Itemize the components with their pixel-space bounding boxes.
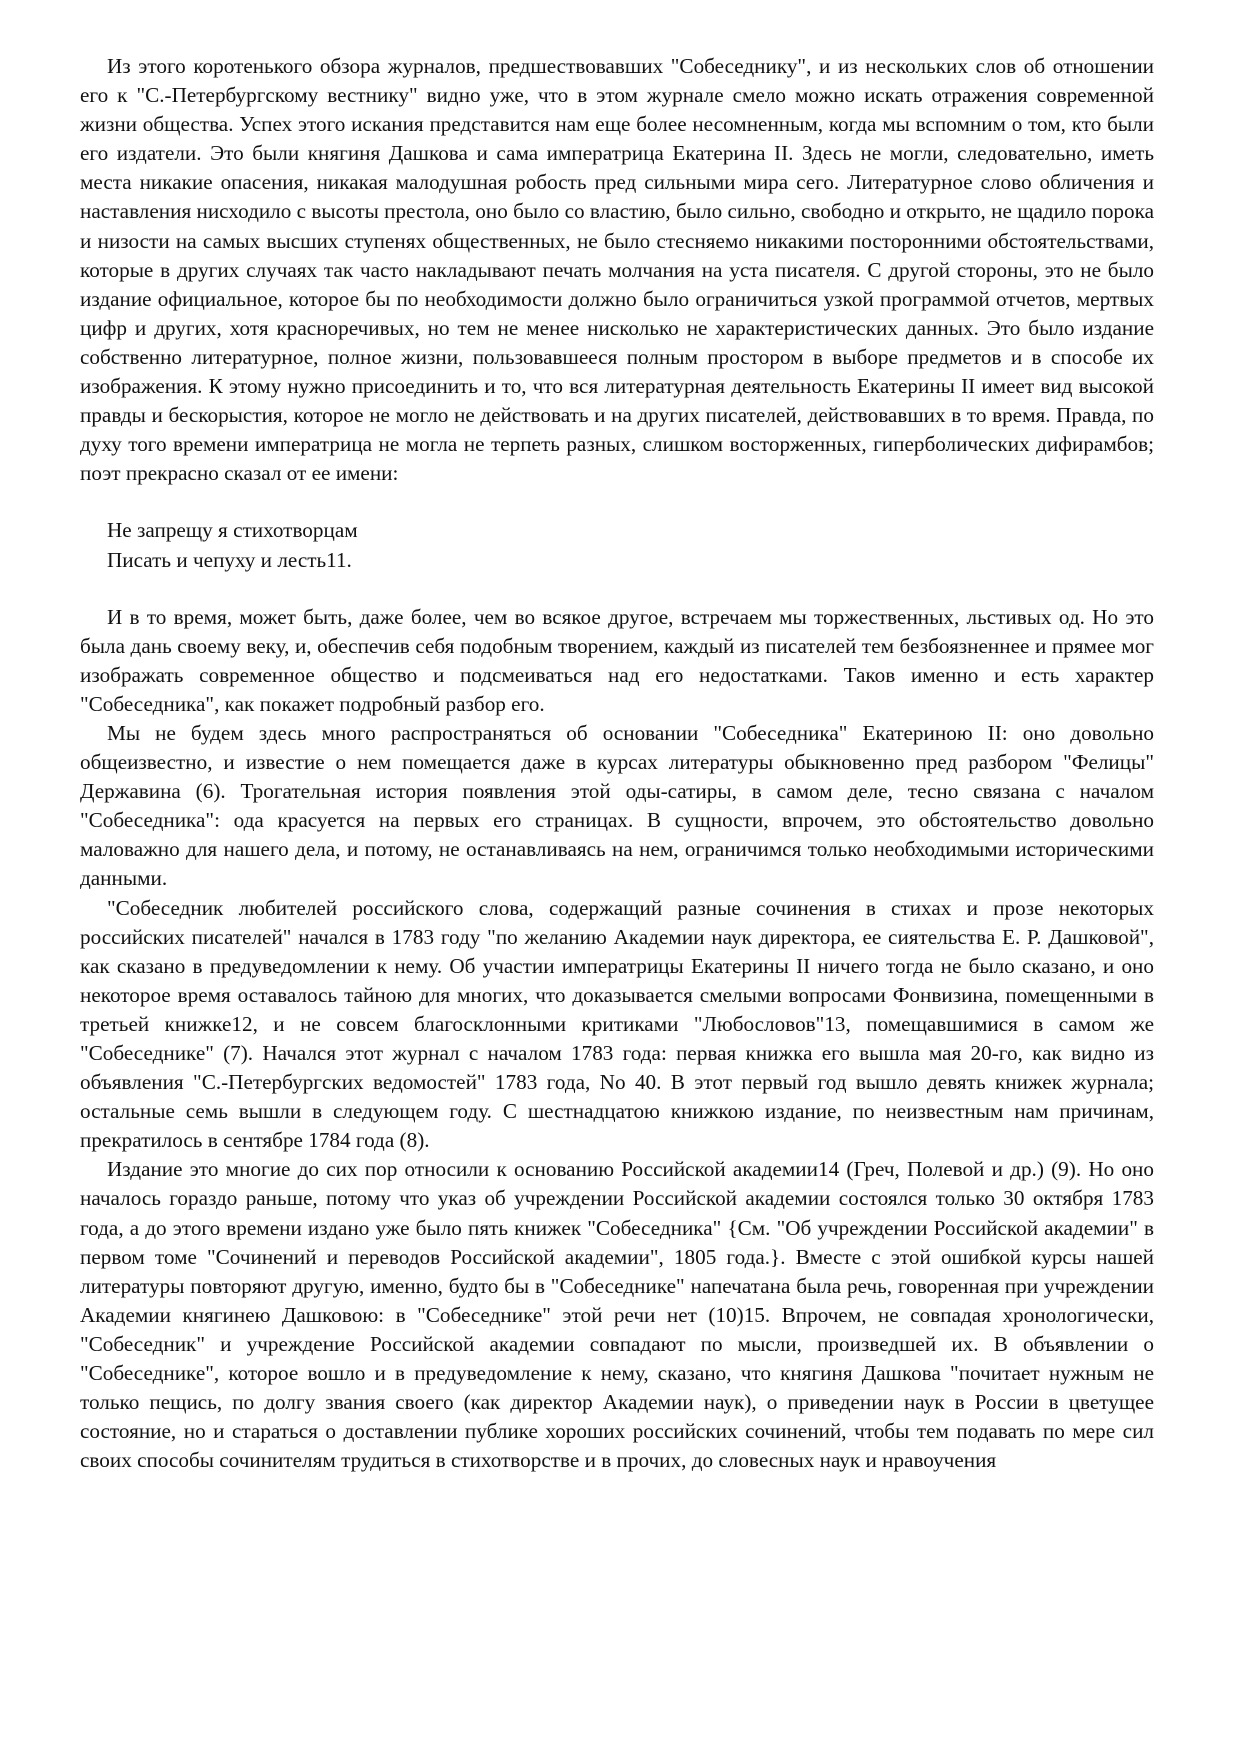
paragraph-publication-history: "Собеседник любителей российского слова, содержащий разные сочинения в стихах и прозе некоторых российских писателей" начался в 1783 году "по желанию Академии наук директора, ее сиятельства Е. Р. Дашковой", как сказано в предуведомлении к нему. Об участии императрицы Екатерины II ничего тогда не было сказано, и оно некоторое время оставалось тайною для многих, что доказывается смелыми вопросами Фонвизина, помещенными в третьей книжке12, и не совсем благосклонными критиками "Любословов"13, помещавшимися в самом же "Собеседнике" (7). Начался этот журнал с началом 1783 года: первая книжка его вышла мая 20-го, как видно из объявления "С.-Петербургских ведомостей" 1783 года, No 40. В этот первый год вышло девять книжек журнала; остальные семь вышли в следующем году. С шестнадцатою книжкою издание, по неизвестным нам причинам, прекратилось в сентябре 1784 года (8). (80, 895, 1154, 1153)
spacer (80, 488, 1154, 516)
verse-quote (80, 516, 1154, 574)
spacer (80, 575, 1154, 603)
verse-line-1: Не запрещу я стихотворцам (107, 518, 358, 543)
document-page (80, 52, 1154, 1475)
verse-line-2: Писать и чепуху и лесть11. (107, 547, 352, 572)
paragraph-academy: Издание это многие до сих пор относили к основанию Российской академии14 (Греч, Полевой и др.) (9). Но оно началось гораздо раньше, потому что указ об учреждении Российской академии состоялся только 30 октября 1783 года, а до этого времени издано уже было пять книжек "Собеседника" {См. "Об учреждении Российской академии" в первом томе "Сочинений и переводов Российской академии", 1805 года.}. Вместе с этой ошибкой курсы нашей литературы повторяют другую, именно, будто бы в "Собеседнике" напечатана была речь, говоренная при учреждении Академии княгинею Дашковою: в "Собеседнике" этой речи нет (10)15. Впрочем, не совпадая хронологически, "Собеседник" и учреждение Российской академии совпадают по мысли, произведшей их. В объявлении о "Собеседнике", которое вошло и в предуведомление к нему, сказано, что княгиня Дашкова "почитает нужным не только пещись, по долгу звания своего (как директор Академии наук), о приведении наук в России в цветущее состояние, но и стараться о доставлении публике хороших российских сочинений, чтобы тем подавать по мере сил своих способы сочинителям трудиться в стихотворстве и в прочих, до словесных наук и нравоучения (80, 1157, 1154, 1473)
paragraph-odes: И в то время, может быть, даже более, чем во всякое другое, встречаем мы торжественных, льстивых од. Но это была дань своему веку, и, обеспечив себя подобным творением, каждый из писателей тем безбоязненнее и прямее мог изображать современное общество и подсмеиваться над его недостатками. Таков именно и есть характер "Собеседника", как покажет подробный разбор его. (80, 604, 1154, 716)
paragraph-founding: Мы не будем здесь много распространяться об основании "Собеседника" Екатериною II: оно довольно общеизвестно, и известие о нем помещается даже в курсах литературы обыкновенно пред разбором "Фелицы" Державина (6). Трогательная история появления этой оды-сатиры, в самом деле, тесно связана с началом "Собеседника": ода красуется на первых его страницах. В сущности, впрочем, это обстоятельство довольно маловажно для нашего дела, и потому, не останавливаясь на нем, ограничимся только необходимыми историческими данными. (80, 720, 1154, 891)
paragraph-intro: Из этого коротенького обзора журналов, предшествовавших "Собеседнику", и из нескольких слов об отношении его к "С.-Петербургскому вестнику" видно уже, что в этом журнале смело можно искать отражения современной жизни общества. Успех этого искания представится нам еще более несомненным, когда мы вспомним о том, кто были его издатели. Это были княгиня Дашкова и сама императрица Екатерина II. Здесь не могли, следовательно, иметь места никакие опасения, никакая малодушная робость пред сильными мира сего. Литературное слово обличения и наставления нисходило с высоты престола, оно было со властию, было сильно, свободно и открыто, не щадило порока и низости на самых высших ступенях общественных, не было стесняемо никакими посторонними обстоятельствами, которые в других случаях так часто накладывают печать молчания на уста писателя. С другой стороны, это не было издание официальное, которое бы по необходимости должно было ограничиться узкой программой отчетов, мертвых цифр и других, хотя красноречивых, но тем не менее нисколько не характеристических данных. Это было издание собственно литературное, полное жизни, пользовавшееся полным простором в выборе предметов и в способе их изображения. К этому нужно присоединить и то, что вся литературная деятельность Екатерины II имеет вид высокой правды и бескорыстия, которое не могло не действовать и на других писателей, действовавших в то время. Правда, по духу того времени императрица не могла не терпеть разных, слишком восторженных, гиперболических дифирамбов; поэт прекрасно сказал от ее имени: (80, 54, 1154, 486)
